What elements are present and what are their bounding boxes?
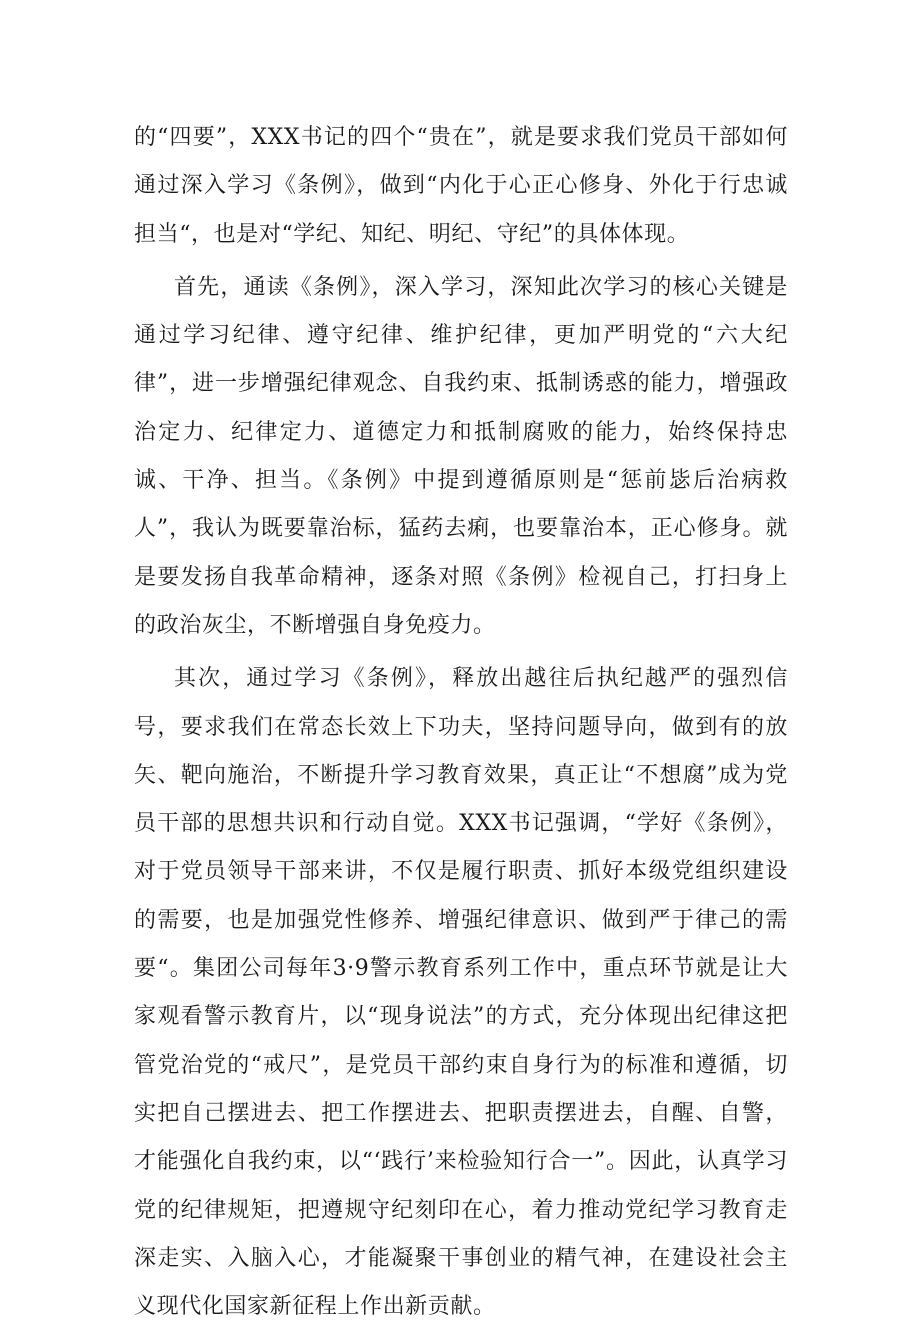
paragraph-second-point: 其次，通过学习《条例》，释放出越往后执纪越严的强烈信号，要求我们在常态长效上下功夫，坚持问题导向，做到有的放矢、靶向施治，不断提升学习教育效果，真正让“不想腐”成为党员干部的思想共识和行动自觉。XXX书记强调，“学好《条例》，对于党员领导干部来讲，不仅是履行职责、抓好本级党组织建设的需要，也是加强党性修养、增强纪律意识、做到严于律己的需要“。集团公司每年3·9警示教育系列工作中，重点环节就是让大家观看警示教育片，以“现身说法”的方式，充分体现出纪律这把管党治党的“戒尺”，是党员干部约束自身行为的标准和遵循，切实把自己摆进去、把工作摆进去、把职责摆进去，自醒、自警，才能强化自我约束，以“‘践行’来检验知行合一”。因此，认真学习党的纪律规矩，把遵规守纪刻印在心，着力推动党纪学习教育走深走实、入脑入心，才能凝聚干事创业的精气神，在建设社会主义现代化国家新征程上作出新贡献。 (134, 666, 788, 1320)
paragraph-first-point: 首先，通读《条例》，深入学习，深知此次学习的核心关键是通过学习纪律、遵守纪律、维护纪律，更加严明党的“六大纪律”，进一步增强纪律观念、自我约束、抵制诱惑的能力，增强政治定力、纪律定力、道德定力和抵制腐败的能力，始终保持忠诚、干净、担当。《条例》中提到遵循原则是“惩前毖后治病救人”，我认为既要靠治标，猛药去痢，也要靠治本，正心修身。就是要发扬自我革命精神，逐条对照《条例》检视自己，打扫身上的政治灰尘，不断增强自身免疫力。 (134, 274, 788, 638)
document-body (134, 114, 788, 1336)
paragraph-continuation: 的“四要”，XXX书记的四个“贵在”，就是要求我们党员干部如何通过深入学习《条例》，做到“内化于心正心修身、外化于行忠诚担当“，也是对“学纪、知纪、明纪、守纪”的具体体现。 (134, 125, 788, 247)
